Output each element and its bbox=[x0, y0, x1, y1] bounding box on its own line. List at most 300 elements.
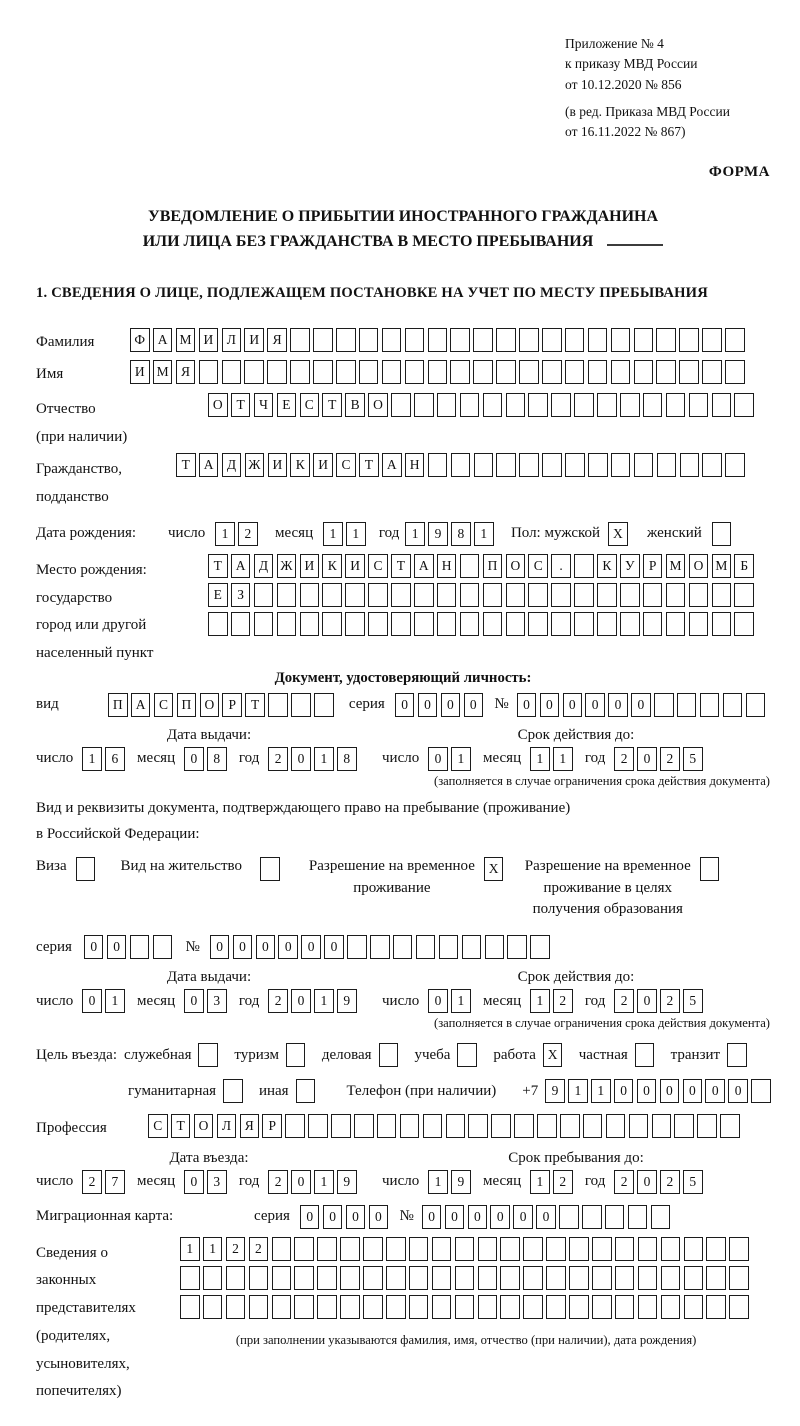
char-cell[interactable] bbox=[483, 393, 503, 417]
char-cell[interactable] bbox=[634, 360, 654, 384]
char-cell[interactable]: М bbox=[153, 360, 173, 384]
char-cell[interactable] bbox=[592, 1295, 612, 1319]
char-cell[interactable] bbox=[300, 583, 320, 607]
char-cell[interactable]: 1 bbox=[530, 989, 550, 1013]
char-cell[interactable] bbox=[634, 453, 654, 477]
char-cell[interactable] bbox=[712, 612, 732, 636]
char-cell[interactable] bbox=[537, 1114, 557, 1138]
char-cell[interactable] bbox=[519, 453, 539, 477]
char-cell[interactable] bbox=[551, 612, 571, 636]
char-cell[interactable]: 0 bbox=[683, 1079, 703, 1103]
char-cell[interactable]: И bbox=[199, 328, 219, 352]
char-cell[interactable]: Я bbox=[240, 1114, 260, 1138]
char-cell[interactable]: 0 bbox=[184, 1170, 204, 1194]
char-cell[interactable] bbox=[437, 393, 457, 417]
char-cell[interactable]: И bbox=[268, 453, 288, 477]
char-cell[interactable] bbox=[652, 1114, 672, 1138]
char-cell[interactable]: 0 bbox=[468, 1205, 488, 1229]
char-cell[interactable]: Т bbox=[208, 554, 228, 578]
char-cell[interactable]: 7 bbox=[105, 1170, 125, 1194]
char-cell[interactable] bbox=[700, 693, 720, 717]
char-cell[interactable] bbox=[657, 453, 677, 477]
char-cell[interactable] bbox=[414, 583, 434, 607]
char-cell[interactable]: 0 bbox=[82, 989, 102, 1013]
char-cell[interactable] bbox=[468, 1114, 488, 1138]
char-cell[interactable] bbox=[308, 1114, 328, 1138]
char-cell[interactable] bbox=[340, 1295, 360, 1319]
char-cell[interactable] bbox=[734, 583, 754, 607]
char-cell[interactable] bbox=[565, 328, 585, 352]
char-cell[interactable] bbox=[638, 1237, 658, 1261]
char-cell[interactable] bbox=[423, 1114, 443, 1138]
char-cell[interactable] bbox=[574, 393, 594, 417]
char-cell[interactable] bbox=[746, 693, 766, 717]
char-cell[interactable]: 0 bbox=[608, 693, 628, 717]
char-cell[interactable]: 0 bbox=[490, 1205, 510, 1229]
char-cell[interactable] bbox=[546, 1266, 566, 1290]
char-cell[interactable]: Р bbox=[222, 693, 242, 717]
char-cell[interactable] bbox=[317, 1266, 337, 1290]
char-cell[interactable] bbox=[226, 1266, 246, 1290]
char-cell[interactable] bbox=[674, 1114, 694, 1138]
char-cell[interactable]: К bbox=[597, 554, 617, 578]
char-cell[interactable] bbox=[322, 583, 342, 607]
char-cell[interactable]: 2 bbox=[553, 1170, 573, 1194]
char-cell[interactable] bbox=[679, 328, 699, 352]
char-cell[interactable]: 9 bbox=[337, 989, 357, 1013]
char-cell[interactable]: 1 bbox=[314, 1170, 334, 1194]
char-cell[interactable] bbox=[592, 1237, 612, 1261]
char-cell[interactable] bbox=[569, 1237, 589, 1261]
char-cell[interactable]: Я bbox=[176, 360, 196, 384]
char-cell[interactable] bbox=[574, 554, 594, 578]
char-cell[interactable]: Р bbox=[643, 554, 663, 578]
char-cell[interactable]: 2 bbox=[660, 989, 680, 1013]
char-cell[interactable]: Т bbox=[171, 1114, 191, 1138]
char-cell[interactable]: 0 bbox=[184, 989, 204, 1013]
char-cell[interactable]: 0 bbox=[631, 693, 651, 717]
char-cell[interactable] bbox=[620, 612, 640, 636]
char-cell[interactable]: 1 bbox=[105, 989, 125, 1013]
char-cell[interactable] bbox=[734, 393, 754, 417]
char-cell[interactable] bbox=[460, 583, 480, 607]
char-cell[interactable]: И bbox=[313, 453, 333, 477]
char-cell[interactable] bbox=[679, 360, 699, 384]
char-cell[interactable]: 2 bbox=[614, 989, 634, 1013]
char-cell[interactable]: 0 bbox=[428, 989, 448, 1013]
char-cell[interactable]: 2 bbox=[249, 1237, 269, 1261]
char-cell[interactable]: X bbox=[608, 522, 628, 546]
char-cell[interactable]: Т bbox=[359, 453, 379, 477]
char-cell[interactable] bbox=[296, 1079, 316, 1103]
char-cell[interactable] bbox=[294, 1237, 314, 1261]
char-cell[interactable] bbox=[428, 328, 448, 352]
char-cell[interactable]: М bbox=[176, 328, 196, 352]
char-cell[interactable] bbox=[446, 1114, 466, 1138]
char-cell[interactable] bbox=[727, 1043, 747, 1067]
char-cell[interactable] bbox=[605, 1205, 625, 1229]
char-cell[interactable] bbox=[473, 328, 493, 352]
char-cell[interactable]: С bbox=[148, 1114, 168, 1138]
char-cell[interactable] bbox=[254, 612, 274, 636]
char-cell[interactable]: Т bbox=[391, 554, 411, 578]
char-cell[interactable] bbox=[478, 1266, 498, 1290]
char-cell[interactable]: О bbox=[208, 393, 228, 417]
char-cell[interactable] bbox=[322, 612, 342, 636]
char-cell[interactable] bbox=[491, 1114, 511, 1138]
char-cell[interactable]: 0 bbox=[637, 989, 657, 1013]
char-cell[interactable] bbox=[712, 583, 732, 607]
char-cell[interactable]: А bbox=[382, 453, 402, 477]
char-cell[interactable] bbox=[379, 1043, 399, 1067]
char-cell[interactable] bbox=[345, 612, 365, 636]
char-cell[interactable] bbox=[272, 1237, 292, 1261]
char-cell[interactable] bbox=[629, 1114, 649, 1138]
char-cell[interactable]: 0 bbox=[614, 1079, 634, 1103]
char-cell[interactable] bbox=[684, 1266, 704, 1290]
char-cell[interactable]: 9 bbox=[428, 522, 448, 546]
char-cell[interactable] bbox=[277, 583, 297, 607]
char-cell[interactable]: А bbox=[153, 328, 173, 352]
char-cell[interactable] bbox=[606, 1114, 626, 1138]
char-cell[interactable]: 5 bbox=[683, 1170, 703, 1194]
char-cell[interactable] bbox=[500, 1295, 520, 1319]
char-cell[interactable]: А bbox=[231, 554, 251, 578]
char-cell[interactable] bbox=[592, 1266, 612, 1290]
char-cell[interactable]: 2 bbox=[660, 747, 680, 771]
char-cell[interactable]: 0 bbox=[422, 1205, 442, 1229]
char-cell[interactable]: Е bbox=[208, 583, 228, 607]
char-cell[interactable]: И bbox=[130, 360, 150, 384]
char-cell[interactable] bbox=[712, 393, 732, 417]
char-cell[interactable]: Т bbox=[176, 453, 196, 477]
char-cell[interactable] bbox=[340, 1266, 360, 1290]
char-cell[interactable]: 5 bbox=[683, 747, 703, 771]
char-cell[interactable]: 1 bbox=[314, 747, 334, 771]
char-cell[interactable] bbox=[294, 1266, 314, 1290]
char-cell[interactable] bbox=[697, 1114, 717, 1138]
char-cell[interactable]: 0 bbox=[107, 935, 127, 959]
char-cell[interactable] bbox=[661, 1266, 681, 1290]
char-cell[interactable] bbox=[611, 360, 631, 384]
char-cell[interactable]: 1 bbox=[530, 747, 550, 771]
char-cell[interactable] bbox=[702, 360, 722, 384]
char-cell[interactable]: 0 bbox=[210, 935, 230, 959]
char-cell[interactable] bbox=[473, 360, 493, 384]
char-cell[interactable]: И bbox=[345, 554, 365, 578]
char-cell[interactable]: 1 bbox=[203, 1237, 223, 1261]
char-cell[interactable] bbox=[393, 935, 413, 959]
char-cell[interactable] bbox=[582, 1205, 602, 1229]
char-cell[interactable]: 3 bbox=[207, 1170, 227, 1194]
char-cell[interactable] bbox=[249, 1266, 269, 1290]
char-cell[interactable] bbox=[363, 1295, 383, 1319]
char-cell[interactable] bbox=[551, 393, 571, 417]
char-cell[interactable] bbox=[583, 1114, 603, 1138]
char-cell[interactable]: 0 bbox=[418, 693, 438, 717]
char-cell[interactable]: Н bbox=[405, 453, 425, 477]
char-cell[interactable] bbox=[249, 1295, 269, 1319]
char-cell[interactable] bbox=[314, 693, 334, 717]
char-cell[interactable] bbox=[370, 935, 390, 959]
char-cell[interactable]: 9 bbox=[337, 1170, 357, 1194]
char-cell[interactable]: 0 bbox=[256, 935, 276, 959]
char-cell[interactable] bbox=[702, 328, 722, 352]
char-cell[interactable] bbox=[437, 583, 457, 607]
char-cell[interactable] bbox=[203, 1295, 223, 1319]
char-cell[interactable] bbox=[460, 612, 480, 636]
char-cell[interactable]: 2 bbox=[660, 1170, 680, 1194]
char-cell[interactable] bbox=[677, 693, 697, 717]
char-cell[interactable] bbox=[514, 1114, 534, 1138]
char-cell[interactable] bbox=[391, 612, 411, 636]
char-cell[interactable] bbox=[244, 360, 264, 384]
char-cell[interactable]: 1 bbox=[568, 1079, 588, 1103]
char-cell[interactable] bbox=[559, 1205, 579, 1229]
char-cell[interactable] bbox=[597, 583, 617, 607]
char-cell[interactable]: 8 bbox=[337, 747, 357, 771]
char-cell[interactable]: О bbox=[200, 693, 220, 717]
char-cell[interactable]: Ч bbox=[254, 393, 274, 417]
char-cell[interactable] bbox=[651, 1205, 671, 1229]
char-cell[interactable] bbox=[635, 1043, 655, 1067]
char-cell[interactable] bbox=[439, 935, 459, 959]
char-cell[interactable] bbox=[500, 1266, 520, 1290]
char-cell[interactable]: Л bbox=[222, 328, 242, 352]
char-cell[interactable] bbox=[684, 1295, 704, 1319]
char-cell[interactable]: 0 bbox=[637, 1170, 657, 1194]
char-cell[interactable]: Т bbox=[322, 393, 342, 417]
char-cell[interactable]: 1 bbox=[346, 522, 366, 546]
char-cell[interactable] bbox=[405, 360, 425, 384]
char-cell[interactable] bbox=[391, 393, 411, 417]
char-cell[interactable] bbox=[432, 1266, 452, 1290]
char-cell[interactable] bbox=[180, 1266, 200, 1290]
char-cell[interactable]: И bbox=[300, 554, 320, 578]
char-cell[interactable] bbox=[643, 583, 663, 607]
char-cell[interactable] bbox=[734, 612, 754, 636]
char-cell[interactable] bbox=[588, 328, 608, 352]
char-cell[interactable] bbox=[615, 1237, 635, 1261]
char-cell[interactable] bbox=[267, 360, 287, 384]
char-cell[interactable]: 0 bbox=[637, 1079, 657, 1103]
char-cell[interactable]: Р bbox=[262, 1114, 282, 1138]
char-cell[interactable]: 0 bbox=[291, 1170, 311, 1194]
char-cell[interactable] bbox=[546, 1295, 566, 1319]
char-cell[interactable] bbox=[656, 328, 676, 352]
char-cell[interactable] bbox=[725, 328, 745, 352]
char-cell[interactable] bbox=[720, 1114, 740, 1138]
char-cell[interactable] bbox=[455, 1266, 475, 1290]
char-cell[interactable] bbox=[428, 453, 448, 477]
char-cell[interactable]: Ф bbox=[130, 328, 150, 352]
char-cell[interactable] bbox=[689, 583, 709, 607]
char-cell[interactable]: 0 bbox=[728, 1079, 748, 1103]
char-cell[interactable] bbox=[300, 612, 320, 636]
char-cell[interactable]: 0 bbox=[233, 935, 253, 959]
char-cell[interactable]: Б bbox=[734, 554, 754, 578]
char-cell[interactable]: 0 bbox=[513, 1205, 533, 1229]
char-cell[interactable] bbox=[506, 583, 526, 607]
char-cell[interactable]: 3 bbox=[207, 989, 227, 1013]
char-cell[interactable]: С bbox=[336, 453, 356, 477]
char-cell[interactable] bbox=[638, 1266, 658, 1290]
char-cell[interactable]: 1 bbox=[215, 522, 235, 546]
char-cell[interactable]: С bbox=[154, 693, 174, 717]
char-cell[interactable]: 0 bbox=[324, 935, 344, 959]
char-cell[interactable] bbox=[455, 1237, 475, 1261]
char-cell[interactable] bbox=[643, 612, 663, 636]
char-cell[interactable] bbox=[416, 935, 436, 959]
char-cell[interactable] bbox=[643, 393, 663, 417]
char-cell[interactable]: О bbox=[194, 1114, 214, 1138]
char-cell[interactable] bbox=[317, 1237, 337, 1261]
char-cell[interactable]: 0 bbox=[705, 1079, 725, 1103]
char-cell[interactable] bbox=[313, 360, 333, 384]
char-cell[interactable] bbox=[725, 360, 745, 384]
char-cell[interactable] bbox=[432, 1237, 452, 1261]
char-cell[interactable]: 1 bbox=[474, 522, 494, 546]
char-cell[interactable] bbox=[272, 1295, 292, 1319]
char-cell[interactable]: Д bbox=[254, 554, 274, 578]
char-cell[interactable] bbox=[409, 1295, 429, 1319]
char-cell[interactable] bbox=[528, 393, 548, 417]
char-cell[interactable] bbox=[729, 1266, 749, 1290]
char-cell[interactable]: 0 bbox=[540, 693, 560, 717]
char-cell[interactable] bbox=[729, 1237, 749, 1261]
char-cell[interactable]: 5 bbox=[683, 989, 703, 1013]
char-cell[interactable] bbox=[386, 1295, 406, 1319]
char-cell[interactable] bbox=[700, 857, 720, 881]
char-cell[interactable]: 0 bbox=[84, 935, 104, 959]
char-cell[interactable] bbox=[345, 583, 365, 607]
char-cell[interactable] bbox=[680, 453, 700, 477]
char-cell[interactable]: С bbox=[368, 554, 388, 578]
char-cell[interactable]: 1 bbox=[180, 1237, 200, 1261]
char-cell[interactable] bbox=[519, 328, 539, 352]
char-cell[interactable] bbox=[478, 1295, 498, 1319]
char-cell[interactable] bbox=[432, 1295, 452, 1319]
char-cell[interactable]: 2 bbox=[268, 989, 288, 1013]
char-cell[interactable]: 0 bbox=[464, 693, 484, 717]
char-cell[interactable]: 0 bbox=[517, 693, 537, 717]
char-cell[interactable]: X bbox=[543, 1043, 563, 1067]
char-cell[interactable]: О bbox=[506, 554, 526, 578]
char-cell[interactable]: 0 bbox=[291, 989, 311, 1013]
char-cell[interactable] bbox=[620, 393, 640, 417]
char-cell[interactable] bbox=[340, 1237, 360, 1261]
char-cell[interactable] bbox=[542, 328, 562, 352]
char-cell[interactable] bbox=[354, 1114, 374, 1138]
char-cell[interactable] bbox=[666, 583, 686, 607]
char-cell[interactable] bbox=[611, 453, 631, 477]
char-cell[interactable]: 0 bbox=[369, 1205, 389, 1229]
char-cell[interactable] bbox=[260, 857, 280, 881]
char-cell[interactable] bbox=[506, 393, 526, 417]
char-cell[interactable] bbox=[485, 935, 505, 959]
char-cell[interactable]: С bbox=[300, 393, 320, 417]
char-cell[interactable]: 1 bbox=[405, 522, 425, 546]
char-cell[interactable] bbox=[615, 1295, 635, 1319]
char-cell[interactable]: 1 bbox=[82, 747, 102, 771]
char-cell[interactable]: З bbox=[231, 583, 251, 607]
char-cell[interactable] bbox=[569, 1295, 589, 1319]
char-cell[interactable] bbox=[382, 360, 402, 384]
char-cell[interactable]: 0 bbox=[660, 1079, 680, 1103]
char-cell[interactable]: 2 bbox=[553, 989, 573, 1013]
char-cell[interactable]: О bbox=[368, 393, 388, 417]
char-cell[interactable] bbox=[153, 935, 173, 959]
char-cell[interactable]: 0 bbox=[278, 935, 298, 959]
char-cell[interactable] bbox=[569, 1266, 589, 1290]
char-cell[interactable]: К bbox=[290, 453, 310, 477]
char-cell[interactable]: 0 bbox=[395, 693, 415, 717]
char-cell[interactable] bbox=[474, 453, 494, 477]
char-cell[interactable] bbox=[313, 328, 333, 352]
char-cell[interactable] bbox=[684, 1237, 704, 1261]
char-cell[interactable] bbox=[226, 1295, 246, 1319]
char-cell[interactable]: 0 bbox=[428, 747, 448, 771]
char-cell[interactable] bbox=[455, 1295, 475, 1319]
char-cell[interactable] bbox=[507, 935, 527, 959]
char-cell[interactable]: П bbox=[483, 554, 503, 578]
char-cell[interactable] bbox=[615, 1266, 635, 1290]
char-cell[interactable] bbox=[588, 453, 608, 477]
char-cell[interactable] bbox=[294, 1295, 314, 1319]
char-cell[interactable]: 1 bbox=[323, 522, 343, 546]
char-cell[interactable] bbox=[222, 360, 242, 384]
char-cell[interactable] bbox=[560, 1114, 580, 1138]
char-cell[interactable] bbox=[268, 693, 288, 717]
char-cell[interactable] bbox=[409, 1237, 429, 1261]
char-cell[interactable] bbox=[565, 453, 585, 477]
char-cell[interactable] bbox=[347, 935, 367, 959]
char-cell[interactable]: М bbox=[712, 554, 732, 578]
char-cell[interactable] bbox=[386, 1237, 406, 1261]
char-cell[interactable]: 1 bbox=[530, 1170, 550, 1194]
char-cell[interactable] bbox=[523, 1266, 543, 1290]
char-cell[interactable] bbox=[506, 612, 526, 636]
char-cell[interactable] bbox=[634, 328, 654, 352]
char-cell[interactable]: 0 bbox=[563, 693, 583, 717]
char-cell[interactable] bbox=[291, 693, 311, 717]
char-cell[interactable]: 9 bbox=[545, 1079, 565, 1103]
char-cell[interactable] bbox=[331, 1114, 351, 1138]
char-cell[interactable] bbox=[565, 360, 585, 384]
char-cell[interactable] bbox=[496, 328, 516, 352]
char-cell[interactable]: 2 bbox=[268, 1170, 288, 1194]
char-cell[interactable] bbox=[478, 1237, 498, 1261]
char-cell[interactable] bbox=[254, 583, 274, 607]
char-cell[interactable] bbox=[546, 1237, 566, 1261]
char-cell[interactable]: 1 bbox=[553, 747, 573, 771]
char-cell[interactable] bbox=[405, 328, 425, 352]
char-cell[interactable]: 0 bbox=[637, 747, 657, 771]
char-cell[interactable]: 8 bbox=[207, 747, 227, 771]
char-cell[interactable]: 1 bbox=[591, 1079, 611, 1103]
char-cell[interactable] bbox=[286, 1043, 306, 1067]
char-cell[interactable] bbox=[528, 612, 548, 636]
char-cell[interactable]: Я bbox=[267, 328, 287, 352]
char-cell[interactable]: 1 bbox=[314, 989, 334, 1013]
char-cell[interactable] bbox=[336, 328, 356, 352]
char-cell[interactable] bbox=[597, 612, 617, 636]
char-cell[interactable] bbox=[451, 453, 471, 477]
char-cell[interactable] bbox=[528, 583, 548, 607]
char-cell[interactable] bbox=[231, 612, 251, 636]
char-cell[interactable] bbox=[751, 1079, 771, 1103]
char-cell[interactable] bbox=[414, 393, 434, 417]
